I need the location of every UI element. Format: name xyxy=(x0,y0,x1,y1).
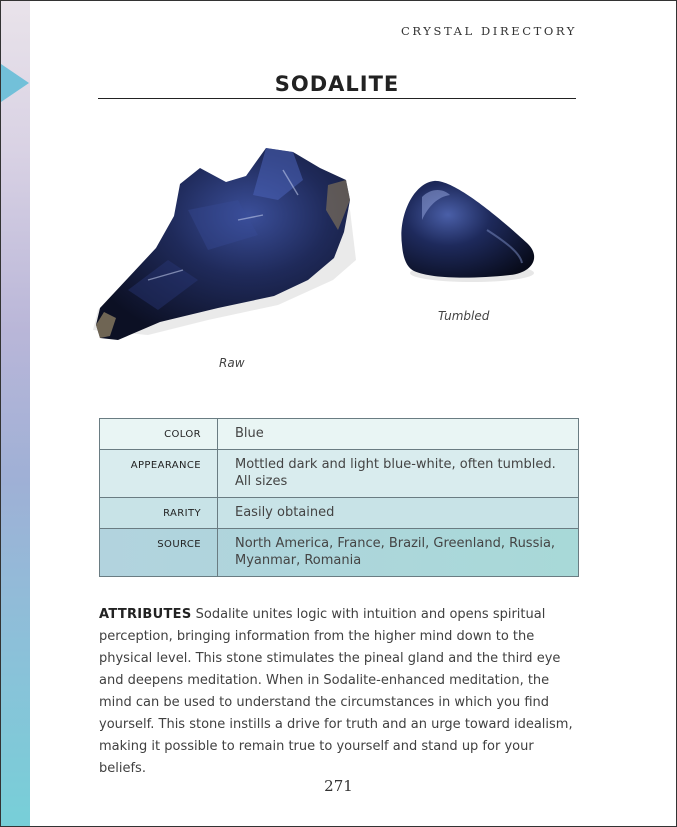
page-number: 271 xyxy=(324,777,353,795)
section-tab-arrow-icon xyxy=(1,64,29,102)
properties-table xyxy=(99,418,579,577)
attributes-paragraph xyxy=(99,604,579,780)
property-value: North America, France, Brazil, Greenland, Russia, Myanmar, Romania xyxy=(235,536,556,568)
attributes-label: ATTRIBUTES xyxy=(99,607,192,622)
raw-caption: Raw xyxy=(219,356,245,370)
property-label: RARITY xyxy=(100,498,218,528)
table-row-color xyxy=(100,419,578,450)
section-header: CRYSTAL DIRECTORY xyxy=(400,24,577,38)
table-row-appearance xyxy=(100,450,578,498)
property-label: SOURCE xyxy=(100,529,218,576)
property-value: Blue xyxy=(235,426,264,441)
property-value: Easily obtained xyxy=(235,505,335,520)
tumbled-caption: Tumbled xyxy=(438,309,490,323)
table-row-source xyxy=(100,529,578,576)
property-value: Mottled dark and light blue-white, often tumbled. All sizes xyxy=(235,457,556,489)
title-divider xyxy=(98,98,576,99)
table-row-rarity xyxy=(100,498,578,529)
page-title: SODALITE xyxy=(274,72,400,96)
tumbled-sodalite-image xyxy=(392,175,542,290)
attributes-text: Sodalite unites logic with intuition and opens spiritual perception, bringing information from the higher mind down to the physical level. This stone stimulates the pineal gland and the third eye and deepens meditation. When in Sodalite-enhanced meditation, the mind can be used to understand the circumstances in which you find yourself. This stone instills a drive for truth and an urge toward idealism, making it possible to remain true to yourself and stand up for your beliefs. xyxy=(99,607,573,776)
property-label: COLOR xyxy=(100,419,218,449)
raw-sodalite-image xyxy=(88,140,358,350)
side-color-band xyxy=(1,1,30,826)
property-label: APPEARANCE xyxy=(100,450,218,497)
